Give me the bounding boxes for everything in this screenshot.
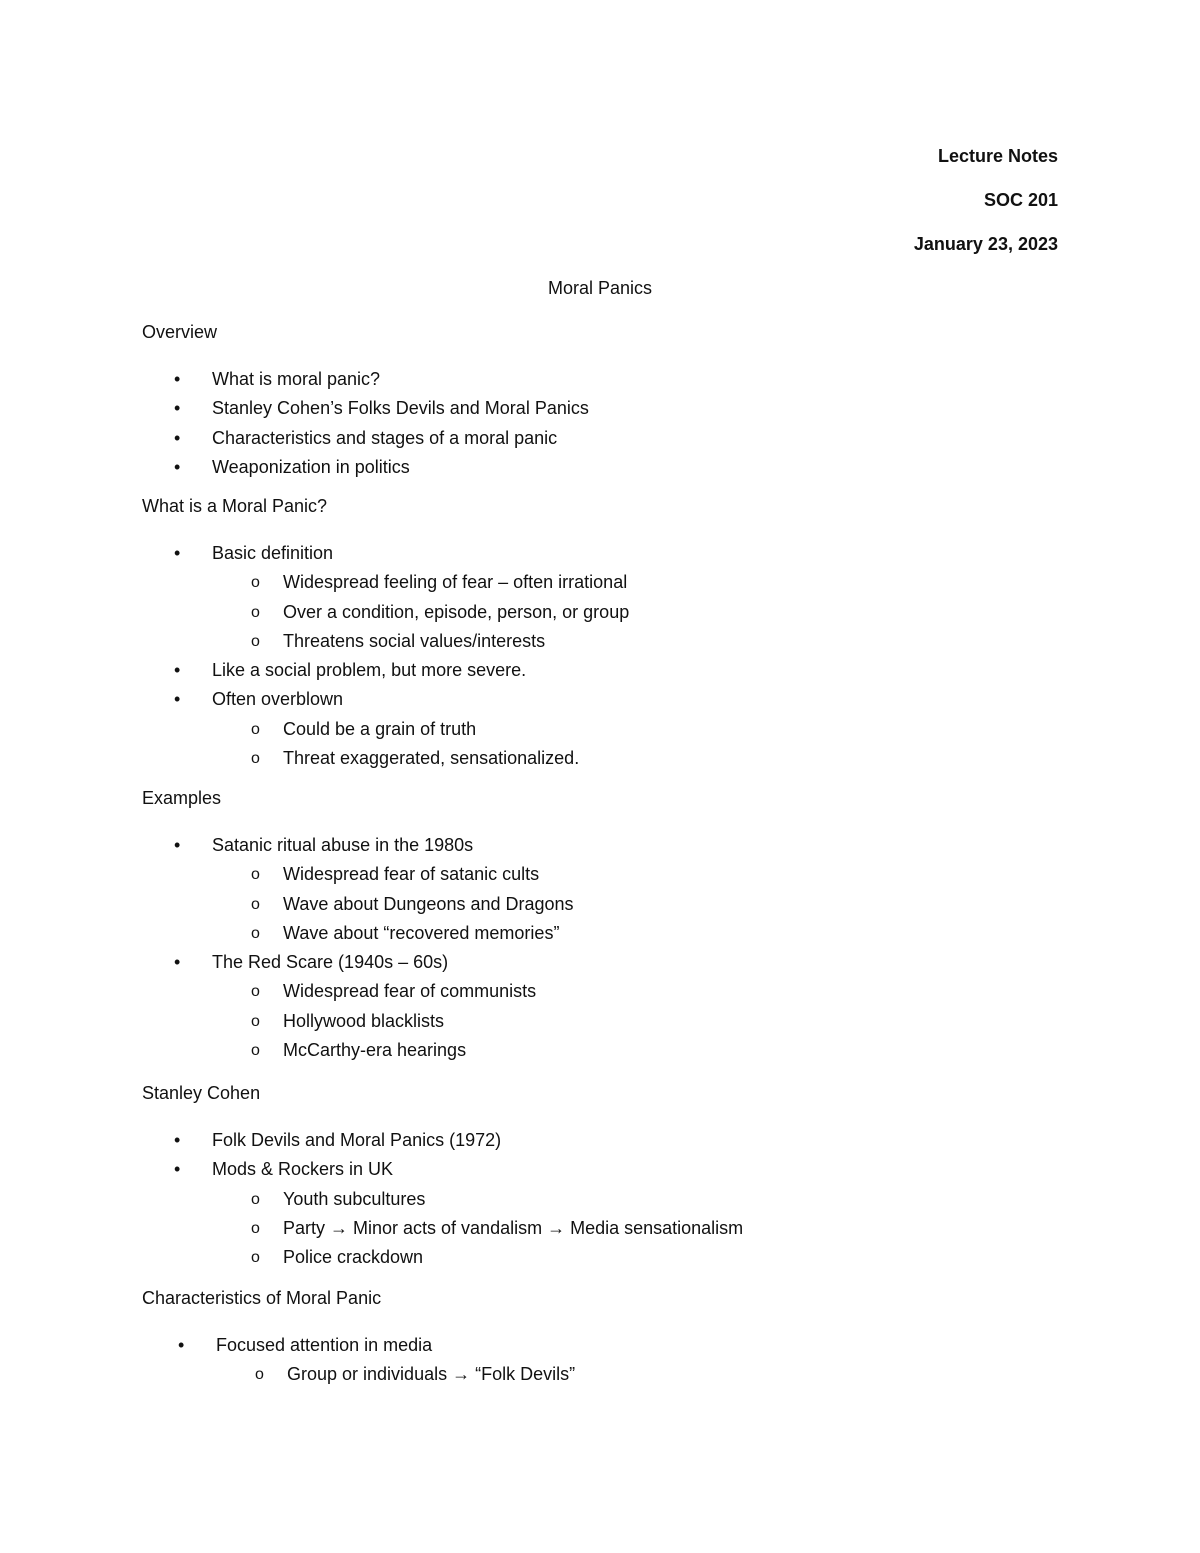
list-item <box>142 394 1062 423</box>
sub-list-item <box>212 744 1062 773</box>
header-date: January 23, 2023 <box>913 234 1058 254</box>
section-stanley-cohen <box>142 1082 1062 1272</box>
sub-bullet-icon: o <box>251 1249 260 1267</box>
section-what-is <box>142 495 1062 773</box>
page-title: Moral Panics <box>547 278 653 298</box>
bullet-icon: • <box>174 398 181 419</box>
sub-list-item-text: Police crackdown <box>283 1247 424 1268</box>
list-item-text: Basic definition <box>212 543 334 563</box>
sub-list-item-text: Widespread feeling of fear – often irrational <box>283 572 628 593</box>
sub-list-item <box>212 1243 1062 1272</box>
sub-list <box>212 977 1062 1065</box>
sub-bullet-icon: o <box>251 1219 260 1237</box>
sub-list-item-text: Widespread fear of satanic cults <box>283 864 540 885</box>
sub-list-item-text: Wave about “recovered memories” <box>283 922 560 943</box>
bullet-list <box>142 1126 1062 1272</box>
list-item-text: What is moral panic? <box>212 369 381 389</box>
bullet-list <box>142 831 1062 1065</box>
list-item-text: Mods & Rockers in UK <box>212 1159 394 1180</box>
sub-list <box>216 1360 1062 1389</box>
list-item <box>142 831 1062 948</box>
section-characteristics <box>142 1287 1062 1390</box>
sub-list-item <box>212 627 1062 656</box>
list-item-text: Focused attention in media <box>216 1335 433 1355</box>
sub-list <box>212 1185 1062 1273</box>
sub-list <box>212 860 1062 948</box>
section-overview <box>142 321 1062 482</box>
sub-list-item <box>212 568 1062 597</box>
sub-list-item <box>212 715 1062 744</box>
list-item-text: Satanic ritual abuse in the 1980s <box>212 835 474 855</box>
list-item <box>142 424 1062 453</box>
sub-list-item-text: Youth subcultures <box>283 1188 426 1209</box>
sub-list-item-text: Hollywood blacklists <box>283 1010 445 1031</box>
sub-bullet-icon: o <box>251 720 260 738</box>
bullet-icon: • <box>174 1130 181 1150</box>
list-item <box>142 1155 1062 1272</box>
sub-list-item-text: McCarthy-era hearings <box>283 1040 467 1061</box>
bullet-icon: • <box>174 369 181 389</box>
bullet-list <box>142 365 1062 482</box>
sub-bullet-icon: o <box>251 632 260 650</box>
sub-list-item-text: Wave about Dungeons and Dragons <box>283 893 574 914</box>
list-item <box>142 948 1062 1065</box>
sub-list-item-text: Party → Minor acts of vandalism → Media sensationalism <box>283 1217 744 1238</box>
sub-list-item <box>212 1007 1062 1036</box>
section-heading: What is a Moral Panic? <box>142 496 328 516</box>
bullet-icon: • <box>174 427 181 448</box>
bullet-icon: • <box>174 543 181 563</box>
list-item <box>142 1331 1062 1390</box>
sub-list-item-text: Threat exaggerated, sensationalized. <box>283 748 580 769</box>
sub-list-item-text: Group or individuals → “Folk Devils” <box>287 1364 576 1385</box>
bullet-icon: • <box>174 660 181 681</box>
list-item <box>142 539 1062 656</box>
sub-list-item <box>212 1214 1062 1243</box>
list-item <box>142 1126 1062 1155</box>
sub-list-item <box>212 977 1062 1006</box>
sub-list-item <box>212 860 1062 889</box>
sub-list-item <box>216 1360 1062 1389</box>
bullet-icon: • <box>174 456 181 477</box>
list-item-text: Characteristics and stages of a moral panic <box>212 427 558 448</box>
sub-bullet-icon: o <box>251 924 260 942</box>
sub-bullet-icon: o <box>251 1190 260 1208</box>
list-item-text: Weaponization in politics <box>212 456 410 477</box>
list-item <box>142 685 1062 773</box>
section-heading: Examples <box>142 788 222 808</box>
sub-bullet-icon: o <box>251 983 260 1001</box>
section-examples <box>142 787 1062 1065</box>
header-lecture-notes: Lecture Notes <box>937 146 1058 166</box>
list-item-text: Folk Devils and Moral Panics (1972) <box>212 1130 502 1150</box>
sub-list-item <box>212 890 1062 919</box>
sub-list-item-text: Over a condition, episode, person, or group <box>283 601 630 622</box>
bullet-icon: • <box>174 1159 181 1180</box>
sub-list-item <box>212 919 1062 948</box>
sub-list-item-text: Threatens social values/interests <box>283 630 546 651</box>
sub-list-item <box>212 1036 1062 1065</box>
bullet-list <box>142 1331 1062 1390</box>
sub-bullet-icon: o <box>251 866 260 884</box>
header-course-code: SOC 201 <box>983 190 1058 210</box>
sub-list <box>212 715 1062 774</box>
list-item-text: Stanley Cohen’s Folks Devils and Moral Panics <box>212 398 589 419</box>
sub-bullet-icon: o <box>251 574 260 592</box>
sub-list-item <box>212 598 1062 627</box>
sub-bullet-icon: o <box>251 1042 260 1060</box>
section-heading: Overview <box>142 322 218 342</box>
list-item <box>142 656 1062 685</box>
sub-bullet-icon: o <box>251 750 260 768</box>
list-item-text: Often overblown <box>212 689 344 710</box>
sub-list-item <box>212 1185 1062 1214</box>
sub-bullet-icon: o <box>255 1366 264 1384</box>
sub-bullet-icon: o <box>251 895 260 913</box>
bullet-icon: • <box>174 835 181 855</box>
sub-list <box>212 568 1062 656</box>
sub-bullet-icon: o <box>251 603 260 621</box>
sub-bullet-icon: o <box>251 1012 260 1030</box>
list-item-text: The Red Scare (1940s – 60s) <box>212 952 449 973</box>
list-item-text: Like a social problem, but more severe. <box>212 660 527 681</box>
bullet-icon: • <box>178 1335 185 1355</box>
sub-list-item-text: Could be a grain of truth <box>283 718 477 739</box>
section-heading: Stanley Cohen <box>142 1083 261 1103</box>
bullet-list <box>142 539 1062 773</box>
sub-list-item-text: Widespread fear of communists <box>283 981 537 1002</box>
section-heading: Characteristics of Moral Panic <box>142 1288 382 1308</box>
bullet-icon: • <box>174 689 181 710</box>
bullet-icon: • <box>174 952 181 973</box>
list-item <box>142 365 1062 394</box>
list-item <box>142 453 1062 482</box>
